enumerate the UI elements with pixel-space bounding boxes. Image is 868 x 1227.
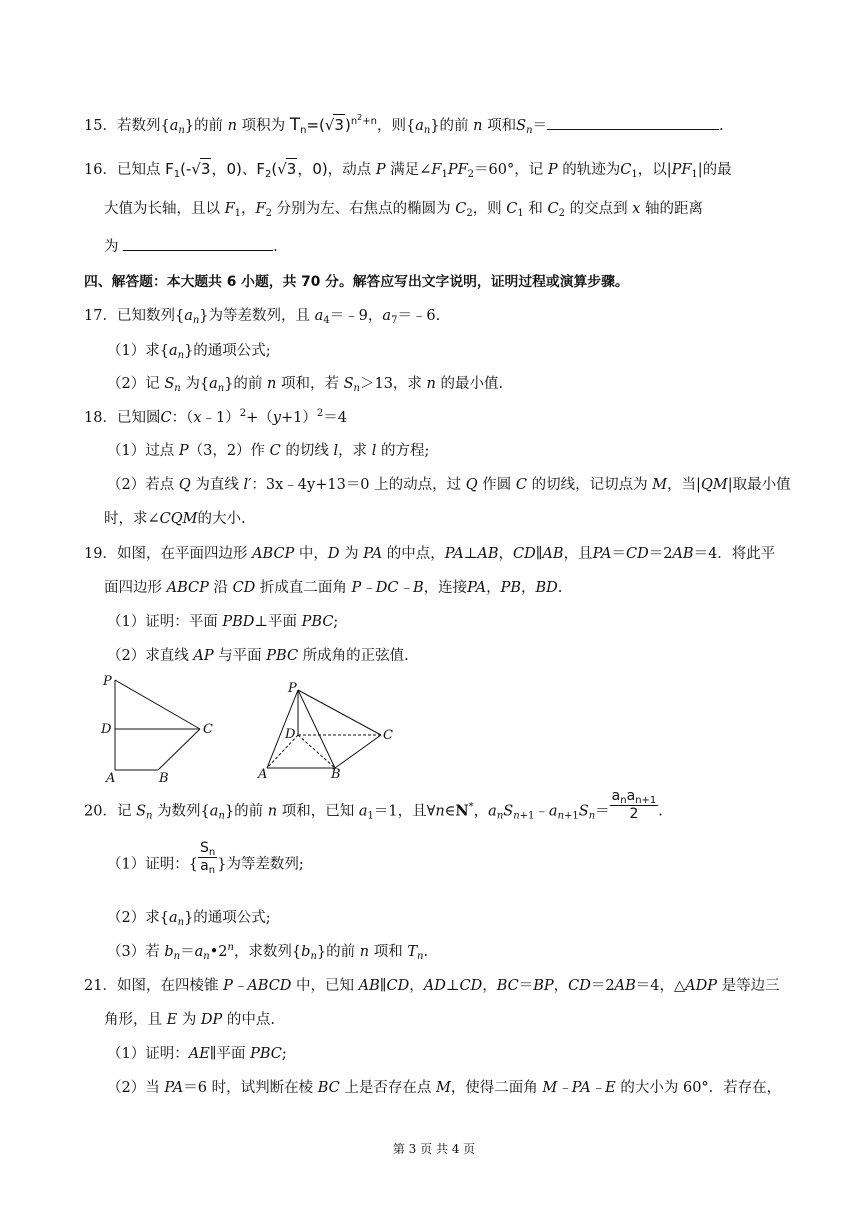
question-18-part1: （1）过点 P（3，2）作 C 的切线 l，求 l 的方程; <box>107 443 430 459</box>
question-18-part2: （2）若点 Q 为直线 l′：3x﹣4y+13＝0 上的动点，过 Q 作圆 C 的切线，记切点为 M，当|QM|取最小值 <box>107 477 791 493</box>
question-15: 15．若数列$\{a_n\}$的前 n 项积为 $T_n=(√3)^{n^2+n}$，则$\{a_n\}$的前 n 项和$S_n=$ . <box>84 113 724 136</box>
question-17-part2: （2）记 $S_n$ 为$\{a_n\}$的前 n 项和，若 $S_n>13$，求 n 的最小值. <box>107 376 504 394</box>
question-19-line1: 19．如图，在平面四边形 ABCP 中，D 为 PA 的中点，PA⊥AB，CD∥AB，且PA＝CD＝2AB＝4．将此平 <box>84 546 776 562</box>
label-p: P <box>103 674 112 689</box>
label-b: B <box>159 771 169 786</box>
question-16-line2: 大值为长轴，且以 $F_1$，$F_2$ 分别为左、右焦点的椭圆为 $C_2$，则 $C_1$ 和 $C_2$ 的交点到 x 轴的距离 <box>104 201 703 219</box>
question-16-line1: 16．已知点 $F_1(-√3$，0)、$F_2(√3$，0)，动点 P 满足$\angle F_1PF_2=60^\circ$，记 P 的轨迹为$C_1$，以$|PF_1|$的最 <box>84 160 732 180</box>
question-20: 20．记 $S_n$ 为数列$\{a_n\}$的前 n 项和，已知 $a_1=1$，且∀n∈N*，$a_nS_{n+1}﹣a_{n+1}S_n=$ $\frac{a_na_{n+1}}{2}$ . <box>84 788 663 822</box>
label-p-3d: P <box>288 681 297 696</box>
planar-figure <box>100 674 213 786</box>
question-18: 18．已知圆C：$(x﹣1)^2+(y+1)^2=4$ <box>84 408 347 426</box>
question-21-part2: （2）当 PA＝6 时，试判断在棱 BC 上是否存在点 M，使得二面角 M﹣PA﹣E 的大小为 60°．若存在， <box>107 1080 782 1096</box>
product-formula: $T_n=(√3)^{n^2+n}$ <box>289 113 377 136</box>
focus-f2: $F_2(√3$，0) <box>256 160 328 180</box>
question-19-part2: （2）求直线 AP 与平面 PBC 所成角的正弦值. <box>107 648 409 664</box>
focus-f1: $F_1(-√3$，0) <box>165 160 242 180</box>
question-19-line2: 面四边形 ABCP 沿 CD 折成直二面角 P﹣DC﹣B，连接PA，PB，BD. <box>104 580 563 596</box>
question-21-line2: 角形，且 E 为 DP 的中点. <box>104 1012 276 1028</box>
question-20-part3: （3）若 $b_n=a_n•2^n$，求数列$\{b_n\}$的前 n 项和 $T_n$. <box>107 942 429 962</box>
label-d-3d: D <box>285 727 296 742</box>
answer-blank-16[interactable] <box>123 236 273 251</box>
label-c-3d: C <box>383 728 393 743</box>
question-16-line3: 为 . <box>104 236 278 257</box>
sn-over-an-fraction: $\frac{S_n}{a_n}$ <box>199 840 216 876</box>
page-footer: 第 3 页 共 4 页 <box>392 1142 476 1156</box>
question-17-part1: （1）求$\{a_n\}$的通项公式; <box>107 343 271 361</box>
question-18-part2-cont: 时，求∠CQM的大小. <box>104 511 246 527</box>
question-19-part1: （1）证明：平面 PBD⊥平面 PBC; <box>107 614 339 630</box>
question-20-part2: （2）求$\{a_n\}$的通项公式; <box>107 910 271 928</box>
question-17: 17．已知数列$\{a_n\}$为等差数列，且 $a_4=﹣9$，$a_7=﹣6$. <box>84 308 441 326</box>
folded-figure <box>257 681 393 782</box>
rhs-fraction: $\frac{a_na_{n+1}}{2}$ <box>611 788 657 822</box>
answer-blank-15[interactable] <box>547 115 719 130</box>
question-20-part1: （1）证明：{ $\frac{S_n}{a_n}$ }为等差数列; <box>107 840 304 876</box>
label-d: D <box>101 722 112 737</box>
label-a: A <box>106 771 116 786</box>
figures-q19 <box>95 672 415 787</box>
label-a-3d: A <box>258 767 268 782</box>
label-c: C <box>203 722 213 737</box>
section-heading: 四、解答题：本大题共 6 小题，共 70 分。解答应写出文字说明，证明过程或演算步骤。 <box>84 274 629 290</box>
label-b-3d: B <box>331 767 341 782</box>
question-21-line1: 21．如图，在四棱锥 P﹣ABCD 中，已知 AB∥CD，AD⊥CD，BC＝BP，CD＝2AB＝4，△ADP 是等边三 <box>84 978 780 994</box>
question-21-part1: （1）证明：AE∥平面 PBC; <box>107 1046 287 1062</box>
